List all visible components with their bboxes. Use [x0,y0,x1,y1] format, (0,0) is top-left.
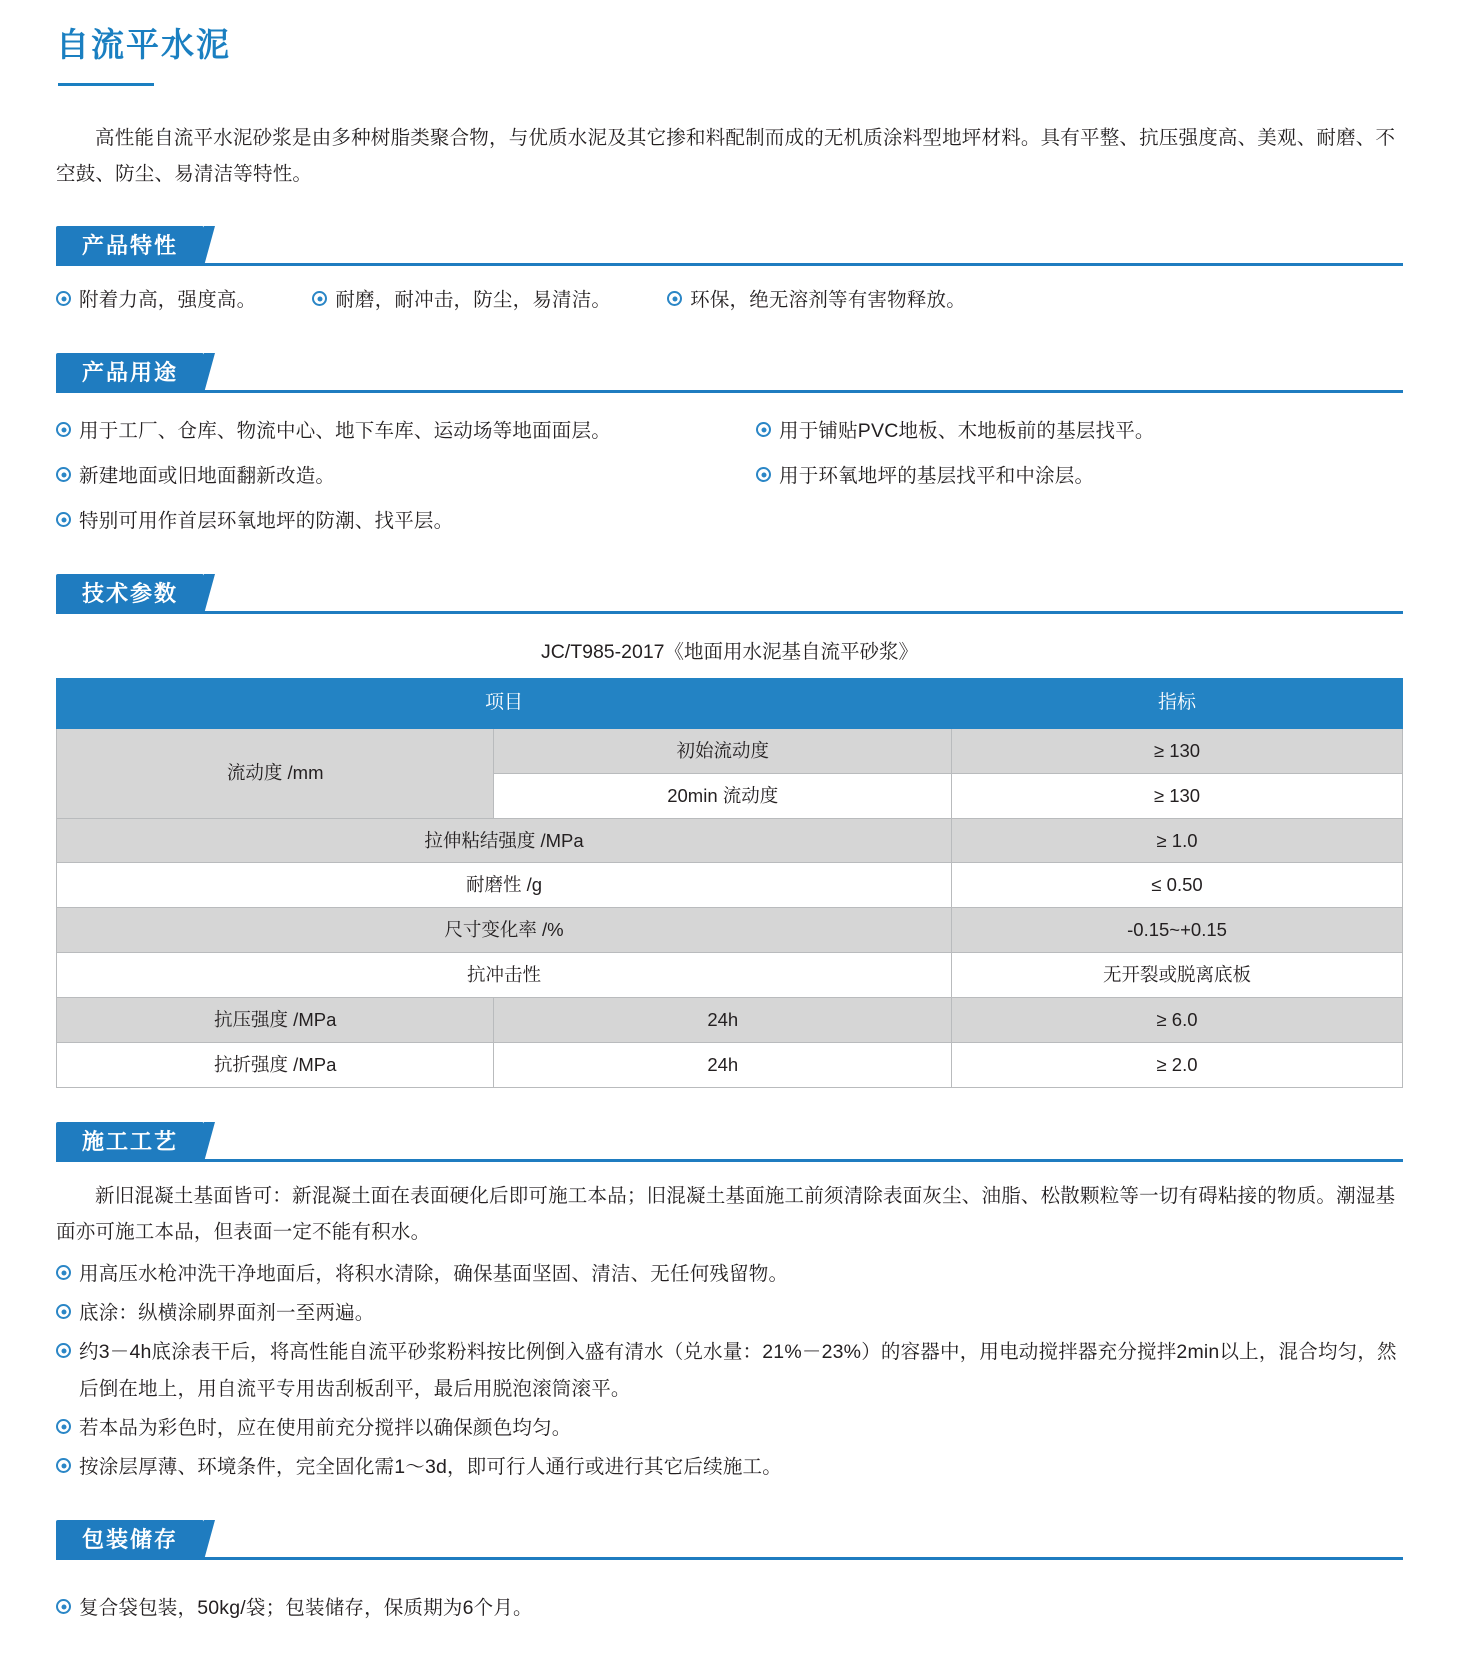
table-row [57,863,1403,908]
construction-paragraph: 新旧混凝土基面皆可：新混凝土面在表面硬化后即可施工本品；旧混凝土基面施工前须清除表面灰尘、油脂、松散颗粒等一切有碍粘接的物质。潮湿基面亦可施工本品，但表面一定不能有积水。 [56,1184,1396,1243]
circle-bullet-icon [56,512,71,527]
table-cell-value: ≥ 2.0 [952,1043,1403,1088]
list-item [756,458,1403,495]
list-item-label: 复合袋包装，50kg/袋；包装储存，保质期为6个月。 [79,1597,533,1620]
list-item [56,282,256,319]
section-title-usage: 产品用途 [56,353,204,393]
usage-list [56,409,1403,540]
circle-bullet-icon [56,1304,71,1319]
table-cell-item: 抗冲击性 [57,953,952,998]
section-packaging [56,1520,1403,1627]
list-item-label: 用于环氧地坪的基层找平和中涂层。 [779,465,1095,488]
list-item [56,1334,1403,1408]
table-row [57,953,1403,998]
section-rule-tech-params [56,611,1403,614]
section-rule-usage [56,390,1403,393]
construction-list [56,1256,1403,1486]
list-item-label: 新建地面或旧地面翻新改造。 [79,465,336,488]
section-tech-params [56,574,1403,1088]
table-cell-item: 抗压强度 /MPa [57,998,494,1043]
list-item-label: 环保，绝无溶剂等有害物释放。 [690,289,966,312]
table-row [57,728,1403,773]
circle-bullet-icon [756,467,771,482]
list-item-label: 耐磨，耐冲击，防尘，易清洁。 [335,289,612,312]
list-item-label: 附着力高，强度高。 [79,289,257,312]
circle-bullet-icon [667,291,682,306]
list-item-label: 用于铺贴PVC地板、木地板前的基层找平。 [779,420,1155,443]
list-item-label: 底涂：纵横涂刷界面剂一至两遍。 [79,1302,375,1325]
table-row [57,818,1403,863]
list-item-label: 用于工厂、仓库、物流中心、地下车库、运动场等地面面层。 [79,420,611,443]
list-item [56,458,756,495]
section-rule-features [56,263,1403,266]
intro-paragraph: 高性能自流平水泥砂浆是由多种树脂类聚合物，与优质水泥及其它掺和料配制而成的无机质涂料型地坪材料。具有平整、抗压强度高、美观、耐磨、不空鼓、防尘、易清洁等特性。 [56,126,1396,185]
table-cell-sub: 初始流动度 [494,728,952,773]
table-cell-sub: 24h [494,1043,952,1088]
table-cell-item: 拉伸粘结强度 /MPa [57,818,952,863]
table-header-cell-index: 指标 [952,679,1403,729]
list-item-label: 按涂层厚薄、环境条件，完全固化需1～3d，即可行人通行或进行其它后续施工。 [79,1456,782,1479]
section-title-packaging: 包装储存 [56,1520,204,1560]
table-cell-value: -0.15~+0.15 [952,908,1403,953]
table-header-row [57,679,1403,729]
section-header-tech-params [56,574,1403,614]
table-row [57,908,1403,953]
list-item [56,1295,1403,1332]
circle-bullet-icon [756,422,771,437]
list-item [56,503,756,540]
circle-bullet-icon [56,1419,71,1434]
features-list [56,282,1403,319]
list-item-label: 用高压水枪冲洗干净地面后，将积水清除，确保基面坚固、清洁、无任何残留物。 [79,1263,789,1286]
section-title-construction: 施工工艺 [56,1122,204,1162]
table-cell-sub: 24h [494,998,952,1043]
table-header-cell-item: 项目 [57,679,952,729]
circle-bullet-icon [56,1458,71,1473]
title-underline-rule [58,83,154,86]
section-title-features: 产品特性 [56,226,204,266]
table-row [57,998,1403,1043]
section-header-packaging [56,1520,1403,1560]
circle-bullet-icon [56,291,71,306]
section-construction [56,1122,1403,1486]
section-title-tech-params: 技术参数 [56,574,204,614]
circle-bullet-icon [56,1343,71,1358]
tech-params-table [56,678,1403,1088]
table-cell-value: ≤ 0.50 [952,863,1403,908]
circle-bullet-icon [56,467,71,482]
list-item-label: 特别可用作首层环氧地坪的防潮、找平层。 [79,510,454,533]
table-cell-item: 抗折强度 /MPa [57,1043,494,1088]
table-cell-item: 尺寸变化率 /% [57,908,952,953]
section-header-construction [56,1122,1403,1162]
list-item [56,1449,1403,1486]
list-item [756,413,1403,450]
table-cell-value: ≥ 130 [952,728,1403,773]
list-item [56,413,756,450]
list-item-label: 约3－4h底涂表干后，将高性能自流平砂浆粉料按比例倒入盛有清水（兑水量：21%－23%）的容器中，用电动搅拌器充分搅拌2min以上，混合均匀，然后倒在地上，用自流平专用齿刮板刮平，最后用脱泡滚筒滚平。 [79,1341,1397,1401]
table-cell-value: ≥ 1.0 [952,818,1403,863]
list-item-label: 若本品为彩色时，应在使用前充分搅拌以确保颜色均匀。 [79,1417,572,1440]
table-cell-sub: 20min 流动度 [494,773,952,818]
table-cell-item: 流动度 /mm [57,728,494,818]
section-header-usage [56,353,1403,393]
section-rule-construction [56,1159,1403,1162]
list-item [56,1590,533,1627]
list-item [312,282,611,319]
packaging-list [56,1576,1403,1627]
page-title: 自流平水泥 [56,26,231,63]
circle-bullet-icon [56,422,71,437]
circle-bullet-icon [56,1599,71,1614]
section-rule-packaging [56,1557,1403,1560]
circle-bullet-icon [312,291,327,306]
standard-reference: JC/T985-2017《地面用水泥基自流平砂浆》 [540,641,919,664]
table-cell-value: 无开裂或脱离底板 [952,953,1403,998]
table-cell-item: 耐磨性 /g [57,863,952,908]
list-item [56,1410,1403,1447]
circle-bullet-icon [56,1265,71,1280]
section-header-features [56,226,1403,266]
table-cell-value: ≥ 6.0 [952,998,1403,1043]
section-usage [56,353,1403,540]
list-item [667,282,966,319]
table-row [57,1043,1403,1088]
table-cell-value: ≥ 130 [952,773,1403,818]
section-features [56,226,1403,319]
list-item [56,1256,1403,1293]
